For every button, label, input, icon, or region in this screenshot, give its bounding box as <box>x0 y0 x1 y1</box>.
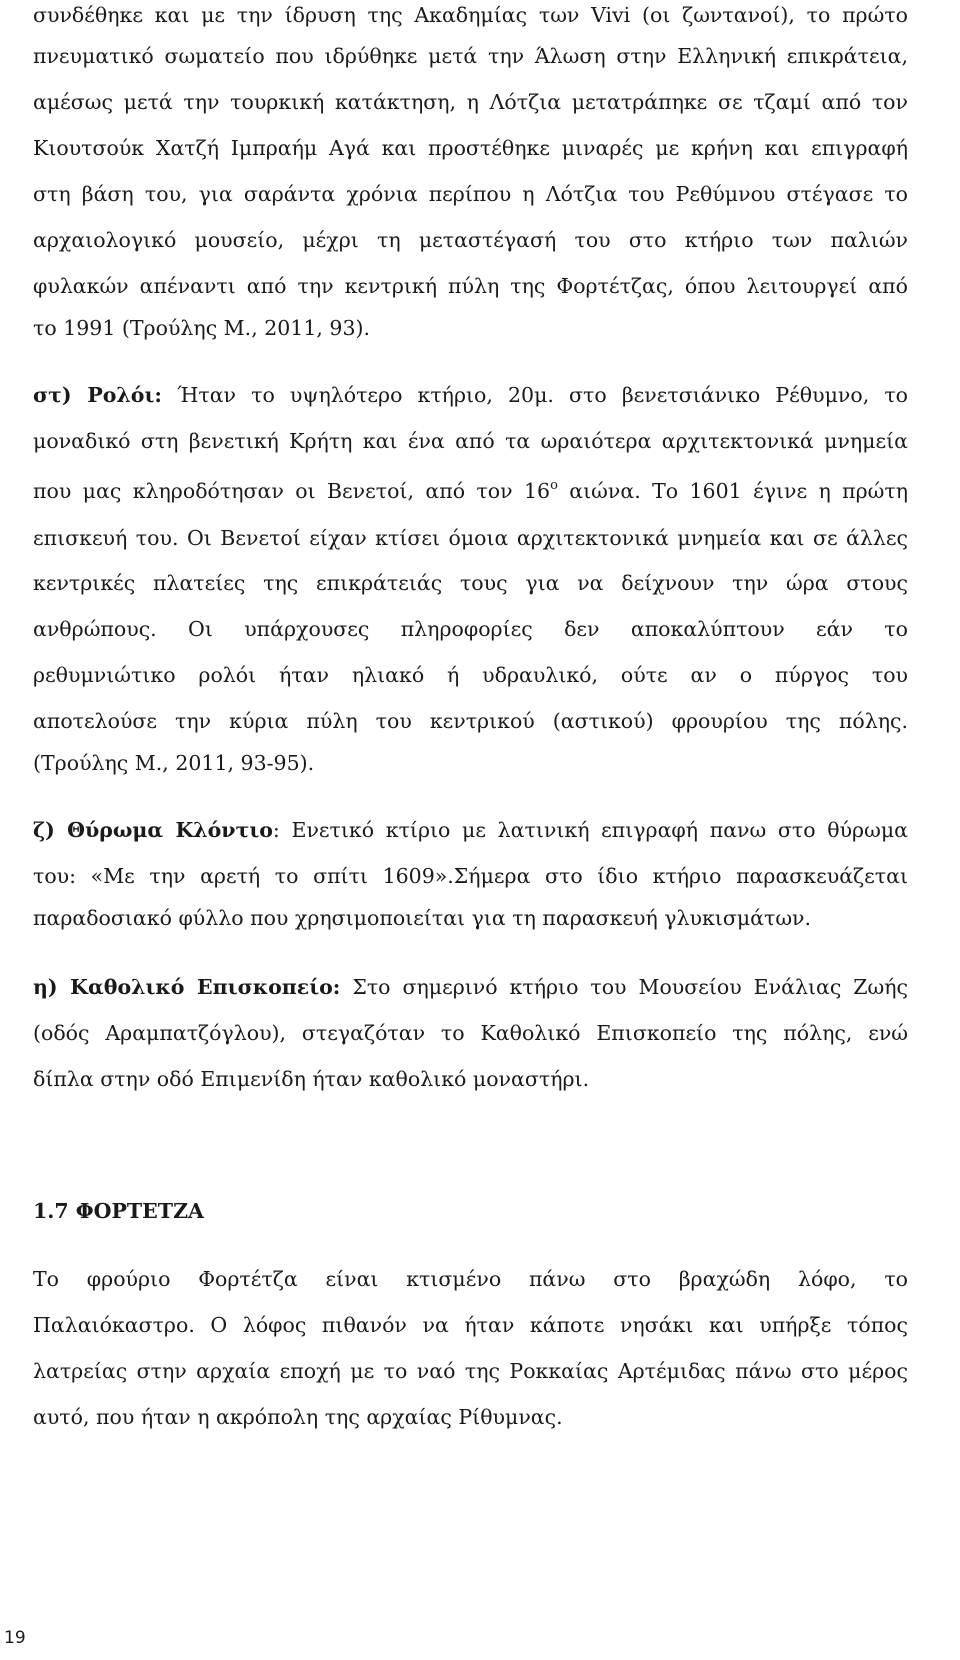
text-span: που μας κληροδότησαν οι Βενετοί, από τον 16 <box>33 479 551 503</box>
text-line: Παλαιόκαστρο. Ο λόφος πιθανόν να ήταν κάποτε νησάκι και υπήρξε τόπος <box>33 1313 908 1337</box>
section-label: στ) Ρολόι: <box>33 383 162 407</box>
text-line: αποτελούσε την κύρια πύλη του κεντρικού (αστικού) φρουρίου της πόλης. <box>33 709 908 733</box>
text-line <box>33 815 908 845</box>
text-line: (Τρούλης Μ., 2011, 93-95). <box>33 751 315 775</box>
superscript: ο <box>550 477 558 493</box>
section-label: ζ) Θύρωμα Κλόντιο <box>33 818 273 842</box>
section-label: η) Καθολικό Επισκοπείο: <box>33 975 341 999</box>
text-line: επισκευή του. Οι Βενετοί είχαν κτίσει όμοια αρχιτεκτονικά μνημεία και σε άλλες <box>33 526 908 550</box>
section-heading: 1.7 ΦΟΡΤΕΤΖΑ <box>33 1199 204 1223</box>
text-line: (οδός Αραμπατζόγλου), στεγαζόταν το Καθολικό Επισκοπείο της πόλης, ενώ <box>33 1021 908 1045</box>
text-line: αμέσως μετά την τουρκική κατάκτηση, η Λότζια μετατράπηκε σε τζαμί από τον <box>33 90 908 114</box>
text-span: : Ενετικό κτίριο με λατινική επιγραφή πανω στο θύρωμα <box>272 818 908 842</box>
text-span: αιώνα. Το 1601 έγινε η πρώτη <box>557 479 909 503</box>
text-line: συνδέθηκε και με την ίδρυση της Ακαδημίας των Vivi (οι ζωντανοί), το πρώτο <box>33 3 908 27</box>
text-line: πνευματικό σωματείο που ιδρύθηκε μετά την Άλωση στην Ελληνική επικράτεια, <box>33 44 908 68</box>
text-line: αρχαιολογικό μουσείο, μέχρι τη μεταστέγασή του στο κτήριο των παλιών <box>33 228 908 252</box>
text-span: Στο σημερινό κτήριο του Μουσείου Ενάλιας Ζωής <box>340 975 908 999</box>
text-line <box>33 972 908 1002</box>
page-number: 19 <box>4 1628 26 1648</box>
text-line: Το φρούριο Φορτέτζα είναι κτισμένο πάνω στο βραχώδη λόφο, το <box>33 1267 908 1291</box>
text-line: Κιουτσούκ Χατζή Ιμπραήμ Αγά και προστέθηκε μιναρές με κρήνη και επιγραφή <box>33 136 908 160</box>
text-line: μοναδικό στη βενετική Κρήτη και ένα από τα ωραιότερα αρχιτεκτονικά μνημεία <box>33 429 908 453</box>
text-line: το 1991 (Τρούλης Μ., 2011, 93). <box>33 316 371 340</box>
text-line: λατρείας στην αρχαία εποχή με το ναό της Ροκκαίας Αρτέμιδας πάνω στο μέρος <box>33 1359 908 1383</box>
text-line: φυλακών απέναντι από την κεντρική πύλη της Φορτέτζας, όπου λειτουργεί από <box>33 274 908 298</box>
text-line: ανθρώπους. Οι υπάρχουσες πληροφορίες δεν αποκαλύπτουν εάν το <box>33 617 908 641</box>
text-line: δίπλα στην οδό Επιμενίδη ήταν καθολικό μοναστήρι. <box>33 1067 590 1091</box>
text-line <box>33 476 908 506</box>
text-line: κεντρικές πλατείες της επικράτειάς τους για να δείχνουν την ώρα στους <box>33 571 908 595</box>
text-line: στη βάση του, για σαράντα χρόνια περίπου η Λότζια του Ρεθύμνου στέγασε το <box>33 182 908 206</box>
text-line: παραδοσιακό φύλλο που χρησιμοποιείται για τη παρασκευή γλυκισμάτων. <box>33 906 812 930</box>
text-line: ρεθυμνιώτικο ρολόι ήταν ηλιακό ή υδραυλικό, ούτε αν ο πύργος του <box>33 663 908 687</box>
text-span: Ήταν το υψηλότερο κτήριο, 20μ. στο βενετσιάνικο Ρέθυμνο, το <box>161 383 908 407</box>
text-line: αυτό, που ήταν η ακρόπολη της αρχαίας Ρίθυμνας. <box>33 1405 563 1429</box>
text-line <box>33 380 908 410</box>
text-line: του: «Με την αρετή το σπίτι 1609».Σήμερα στο ίδιο κτήριο παρασκευάζεται <box>33 864 908 888</box>
